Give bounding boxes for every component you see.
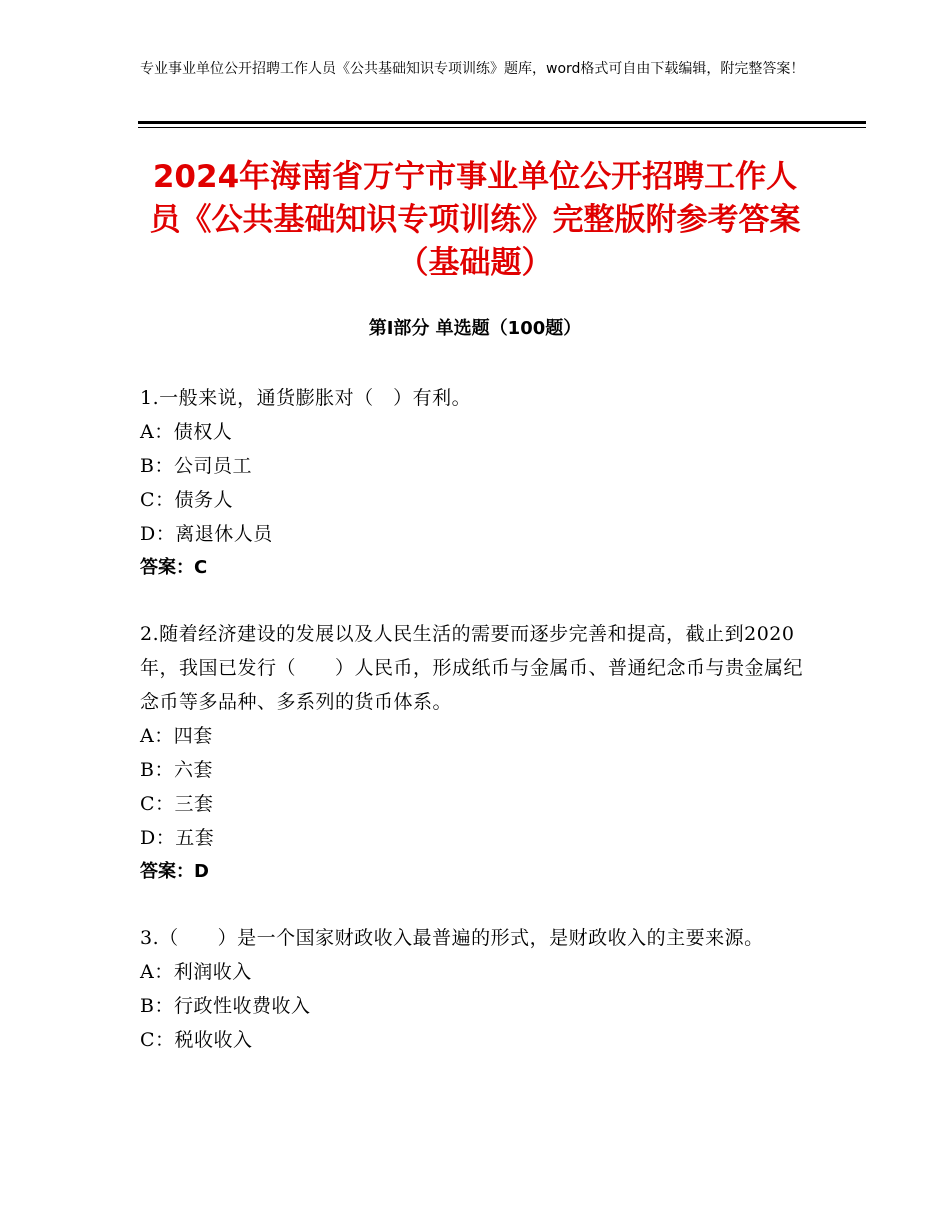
- question-option-b: B：六套: [140, 759, 213, 781]
- question-option-a: A：利润收入: [140, 961, 252, 983]
- question-stem: 1.一般来说，通货膨胀对（ ）有利。: [140, 387, 472, 409]
- question-stem: 2.随着经济建设的发展以及人民生活的需要而逐步完善和提高，截止到2020年，我国已发行（ ）人民币，形成纸币与金属币、普通纪念币与贵金属纪念币等多品种、多系列的货币体系。: [140, 623, 804, 713]
- header-rule-thin: [138, 127, 866, 128]
- question-list: [140, 381, 810, 1089]
- question-3: [140, 921, 810, 1057]
- question-option-b: B：公司员工: [140, 455, 252, 477]
- question-option-b: B：行政性收费收入: [140, 995, 311, 1017]
- question-stem: 3.（ ）是一个国家财政收入最普遍的形式，是财政收入的主要来源。: [140, 927, 764, 949]
- question-1: [140, 381, 810, 585]
- question-option-d: D：五套: [140, 827, 215, 849]
- question-option-c: C：税收收入: [140, 1029, 253, 1051]
- header-rule-thick: [138, 121, 866, 124]
- question-answer: 答案：D: [140, 861, 209, 882]
- question-option-c: C：债务人: [140, 489, 234, 511]
- header-note: 专业事业单位公开招聘工作人员《公共基础知识专项训练》题库，word格式可自由下载编辑，附完整答案！: [140, 61, 805, 77]
- question-option-a: A：债权人: [140, 421, 233, 443]
- question-2: [140, 617, 810, 889]
- document-title: 2024年海南省万宁市事业单位公开招聘工作人员《公共基础知识专项训练》完整版附参考答案（基础题）: [149, 159, 801, 281]
- question-option-a: A：四套: [140, 725, 213, 747]
- question-option-c: C：三套: [140, 793, 214, 815]
- question-answer: 答案：C: [140, 557, 208, 578]
- section-title: 第Ⅰ部分 单选题（100题）: [368, 318, 582, 339]
- question-option-d: D：离退休人员: [140, 523, 273, 545]
